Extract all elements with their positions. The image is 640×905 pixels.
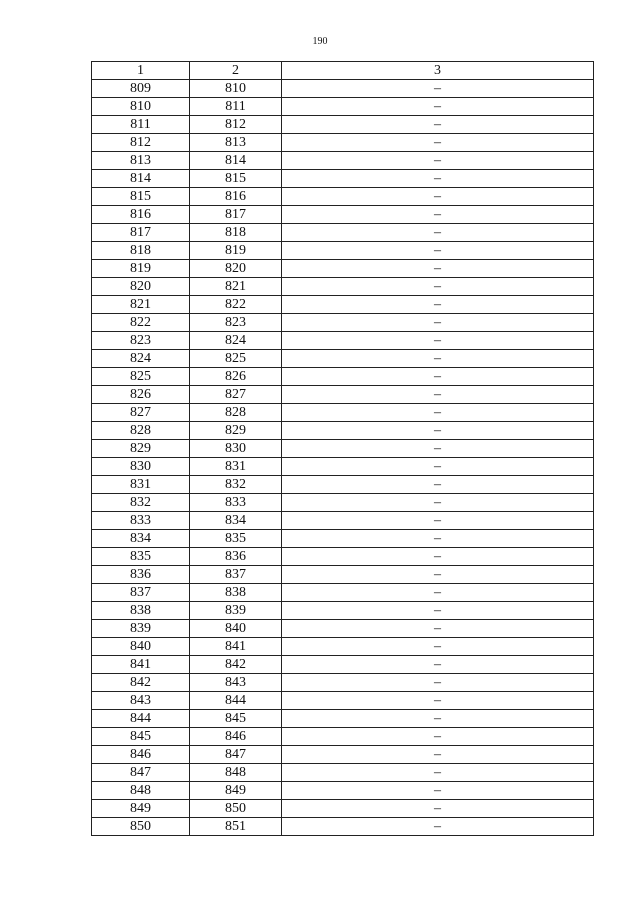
table-cell-col-1: 835 bbox=[92, 548, 190, 566]
table-cell-col-3: – bbox=[282, 800, 594, 818]
table-cell-col-2: 851 bbox=[190, 818, 282, 836]
table-cell-col-2: 815 bbox=[190, 170, 282, 188]
table-cell-col-2: 850 bbox=[190, 800, 282, 818]
table-cell-col-1: 812 bbox=[92, 134, 190, 152]
table-cell-col-2: 839 bbox=[190, 602, 282, 620]
table-cell-col-3: – bbox=[282, 584, 594, 602]
table-row bbox=[92, 530, 594, 548]
table-cell-col-2: 823 bbox=[190, 314, 282, 332]
header-row bbox=[92, 62, 594, 80]
table-row bbox=[92, 566, 594, 584]
table-cell-col-2: 840 bbox=[190, 620, 282, 638]
column-header-1: 1 bbox=[92, 62, 190, 80]
table-cell-col-2: 838 bbox=[190, 584, 282, 602]
table-cell-col-2: 829 bbox=[190, 422, 282, 440]
table-cell-col-2: 844 bbox=[190, 692, 282, 710]
table-cell-col-1: 830 bbox=[92, 458, 190, 476]
table-cell-col-3: – bbox=[282, 458, 594, 476]
table-cell-col-2: 842 bbox=[190, 656, 282, 674]
table-row bbox=[92, 278, 594, 296]
table-cell-col-3: – bbox=[282, 746, 594, 764]
table-cell-col-1: 831 bbox=[92, 476, 190, 494]
table-cell-col-1: 836 bbox=[92, 566, 190, 584]
table-row bbox=[92, 710, 594, 728]
table-body bbox=[92, 80, 594, 836]
table-cell-col-1: 826 bbox=[92, 386, 190, 404]
table-header bbox=[92, 62, 594, 80]
data-table bbox=[91, 61, 594, 836]
table-cell-col-3: – bbox=[282, 170, 594, 188]
table-row bbox=[92, 170, 594, 188]
table-row bbox=[92, 134, 594, 152]
table-row bbox=[92, 368, 594, 386]
table-cell-col-2: 836 bbox=[190, 548, 282, 566]
table-cell-col-1: 810 bbox=[92, 98, 190, 116]
table-row bbox=[92, 548, 594, 566]
table-cell-col-2: 846 bbox=[190, 728, 282, 746]
table-cell-col-2: 810 bbox=[190, 80, 282, 98]
table-row bbox=[92, 746, 594, 764]
table-cell-col-3: – bbox=[282, 512, 594, 530]
table-row bbox=[92, 476, 594, 494]
table-row bbox=[92, 512, 594, 530]
table-cell-col-2: 831 bbox=[190, 458, 282, 476]
table-cell-col-3: – bbox=[282, 224, 594, 242]
table-cell-col-3: – bbox=[282, 80, 594, 98]
table-row bbox=[92, 98, 594, 116]
table-cell-col-1: 834 bbox=[92, 530, 190, 548]
table-cell-col-3: – bbox=[282, 332, 594, 350]
table-cell-col-1: 827 bbox=[92, 404, 190, 422]
page-number: 190 bbox=[312, 36, 328, 47]
table-row bbox=[92, 296, 594, 314]
table-cell-col-1: 848 bbox=[92, 782, 190, 800]
table-row bbox=[92, 656, 594, 674]
table-cell-col-1: 809 bbox=[92, 80, 190, 98]
table-cell-col-3: – bbox=[282, 728, 594, 746]
table-cell-col-1: 829 bbox=[92, 440, 190, 458]
table-cell-col-1: 846 bbox=[92, 746, 190, 764]
table-cell-col-1: 821 bbox=[92, 296, 190, 314]
table-cell-col-2: 821 bbox=[190, 278, 282, 296]
table-cell-col-3: – bbox=[282, 530, 594, 548]
table-cell-col-3: – bbox=[282, 278, 594, 296]
table-cell-col-2: 812 bbox=[190, 116, 282, 134]
table-cell-col-1: 813 bbox=[92, 152, 190, 170]
table-row bbox=[92, 206, 594, 224]
table-cell-col-2: 834 bbox=[190, 512, 282, 530]
table-cell-col-1: 828 bbox=[92, 422, 190, 440]
column-header-2: 2 bbox=[190, 62, 282, 80]
table-cell-col-1: 818 bbox=[92, 242, 190, 260]
table-row bbox=[92, 440, 594, 458]
table-cell-col-1: 820 bbox=[92, 278, 190, 296]
table-cell-col-3: – bbox=[282, 296, 594, 314]
table-cell-col-1: 838 bbox=[92, 602, 190, 620]
table-cell-col-3: – bbox=[282, 206, 594, 224]
table-cell-col-3: – bbox=[282, 152, 594, 170]
table-cell-col-2: 813 bbox=[190, 134, 282, 152]
table-cell-col-1: 833 bbox=[92, 512, 190, 530]
table-cell-col-2: 827 bbox=[190, 386, 282, 404]
table-cell-col-3: – bbox=[282, 242, 594, 260]
table-cell-col-1: 837 bbox=[92, 584, 190, 602]
table-cell-col-1: 819 bbox=[92, 260, 190, 278]
table-row bbox=[92, 818, 594, 836]
table-cell-col-1: 825 bbox=[92, 368, 190, 386]
table-cell-col-1: 843 bbox=[92, 692, 190, 710]
table-row bbox=[92, 602, 594, 620]
table-row bbox=[92, 674, 594, 692]
table-cell-col-1: 824 bbox=[92, 350, 190, 368]
table-row bbox=[92, 764, 594, 782]
table-cell-col-1: 850 bbox=[92, 818, 190, 836]
table-row bbox=[92, 422, 594, 440]
table-row bbox=[92, 152, 594, 170]
table-cell-col-2: 832 bbox=[190, 476, 282, 494]
table-cell-col-2: 845 bbox=[190, 710, 282, 728]
table-row bbox=[92, 386, 594, 404]
table-cell-col-2: 849 bbox=[190, 782, 282, 800]
table-row bbox=[92, 404, 594, 422]
table-row bbox=[92, 728, 594, 746]
table-cell-col-1: 847 bbox=[92, 764, 190, 782]
table-cell-col-2: 814 bbox=[190, 152, 282, 170]
table-cell-col-2: 835 bbox=[190, 530, 282, 548]
table-row bbox=[92, 242, 594, 260]
table-row bbox=[92, 638, 594, 656]
table-cell-col-1: 817 bbox=[92, 224, 190, 242]
table-cell-col-2: 830 bbox=[190, 440, 282, 458]
table-cell-col-2: 824 bbox=[190, 332, 282, 350]
table-cell-col-1: 844 bbox=[92, 710, 190, 728]
table-row bbox=[92, 800, 594, 818]
table-row bbox=[92, 116, 594, 134]
table-cell-col-3: – bbox=[282, 764, 594, 782]
table-cell-col-2: 843 bbox=[190, 674, 282, 692]
column-header-3: 3 bbox=[282, 62, 594, 80]
table-row bbox=[92, 224, 594, 242]
table-cell-col-2: 818 bbox=[190, 224, 282, 242]
table-cell-col-2: 833 bbox=[190, 494, 282, 512]
table-cell-col-3: – bbox=[282, 386, 594, 404]
table-cell-col-1: 815 bbox=[92, 188, 190, 206]
table-row bbox=[92, 584, 594, 602]
table-row bbox=[92, 692, 594, 710]
table-cell-col-2: 825 bbox=[190, 350, 282, 368]
table-cell-col-2: 837 bbox=[190, 566, 282, 584]
table-cell-col-3: – bbox=[282, 602, 594, 620]
table-cell-col-1: 845 bbox=[92, 728, 190, 746]
table-cell-col-3: – bbox=[282, 314, 594, 332]
table-cell-col-3: – bbox=[282, 656, 594, 674]
table-cell-col-3: – bbox=[282, 368, 594, 386]
table-cell-col-2: 817 bbox=[190, 206, 282, 224]
table-cell-col-3: – bbox=[282, 674, 594, 692]
table-cell-col-2: 841 bbox=[190, 638, 282, 656]
table-cell-col-3: – bbox=[282, 116, 594, 134]
table-row bbox=[92, 782, 594, 800]
table-cell-col-3: – bbox=[282, 440, 594, 458]
table-cell-col-3: – bbox=[282, 260, 594, 278]
table-cell-col-3: – bbox=[282, 638, 594, 656]
table-row bbox=[92, 620, 594, 638]
table-cell-col-3: – bbox=[282, 98, 594, 116]
table-cell-col-2: 828 bbox=[190, 404, 282, 422]
table-cell-col-2: 820 bbox=[190, 260, 282, 278]
table-row bbox=[92, 260, 594, 278]
table-cell-col-3: – bbox=[282, 782, 594, 800]
table-row bbox=[92, 332, 594, 350]
table-cell-col-3: – bbox=[282, 188, 594, 206]
table-cell-col-2: 816 bbox=[190, 188, 282, 206]
table-row bbox=[92, 494, 594, 512]
table-cell-col-2: 811 bbox=[190, 98, 282, 116]
table-cell-col-3: – bbox=[282, 692, 594, 710]
table-cell-col-1: 842 bbox=[92, 674, 190, 692]
table-cell-col-1: 841 bbox=[92, 656, 190, 674]
table-cell-col-3: – bbox=[282, 818, 594, 836]
table-cell-col-1: 839 bbox=[92, 620, 190, 638]
table-cell-col-3: – bbox=[282, 494, 594, 512]
table-cell-col-3: – bbox=[282, 404, 594, 422]
table-cell-col-1: 814 bbox=[92, 170, 190, 188]
table-row bbox=[92, 188, 594, 206]
table-cell-col-3: – bbox=[282, 134, 594, 152]
table-cell-col-1: 823 bbox=[92, 332, 190, 350]
table-cell-col-2: 819 bbox=[190, 242, 282, 260]
table-cell-col-1: 822 bbox=[92, 314, 190, 332]
table-cell-col-3: – bbox=[282, 350, 594, 368]
table-cell-col-3: – bbox=[282, 476, 594, 494]
table-row bbox=[92, 80, 594, 98]
table-cell-col-2: 848 bbox=[190, 764, 282, 782]
table-cell-col-3: – bbox=[282, 620, 594, 638]
table-cell-col-2: 826 bbox=[190, 368, 282, 386]
table-row bbox=[92, 458, 594, 476]
table-row bbox=[92, 314, 594, 332]
table-cell-col-3: – bbox=[282, 710, 594, 728]
table-cell-col-1: 832 bbox=[92, 494, 190, 512]
table-cell-col-1: 840 bbox=[92, 638, 190, 656]
table-cell-col-2: 822 bbox=[190, 296, 282, 314]
table-cell-col-2: 847 bbox=[190, 746, 282, 764]
table-cell-col-1: 816 bbox=[92, 206, 190, 224]
table-cell-col-3: – bbox=[282, 566, 594, 584]
table-cell-col-1: 849 bbox=[92, 800, 190, 818]
table-cell-col-1: 811 bbox=[92, 116, 190, 134]
table-row bbox=[92, 350, 594, 368]
table-cell-col-3: – bbox=[282, 548, 594, 566]
table-cell-col-3: – bbox=[282, 422, 594, 440]
